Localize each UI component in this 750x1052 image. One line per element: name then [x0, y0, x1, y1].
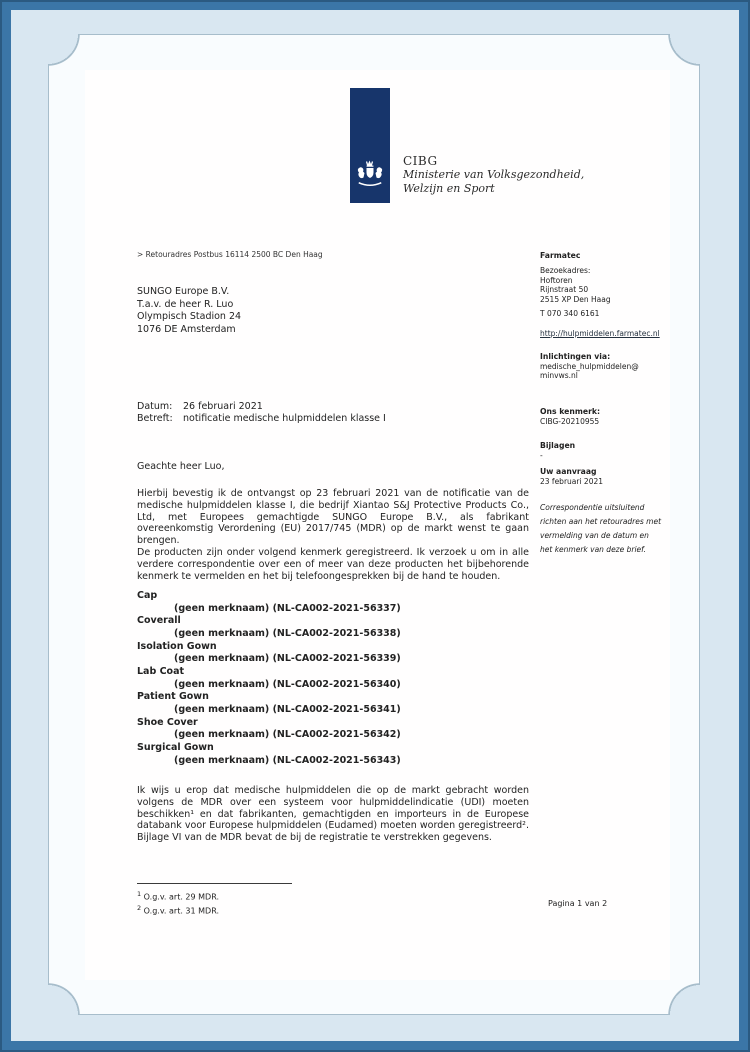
product-code: (geen merknaam) (NL-CA002-2021-56339): [174, 653, 401, 665]
visit-address-line: 2515 XP Den Haag: [540, 294, 611, 304]
logo-org-name: CIBG: [403, 154, 438, 168]
footnote-1: [137, 890, 219, 902]
request-label: Uw aanvraag: [540, 467, 597, 476]
footnote-2: [137, 904, 219, 916]
footnote-1-marker: 1: [137, 890, 142, 898]
subject-label: Betreft:: [137, 413, 173, 424]
logo-ministry-line1: Ministerie van Volksgezondheid,: [403, 168, 585, 181]
product-code: (geen merknaam) (NL-CA002-2021-56342): [174, 729, 401, 741]
phone-number: T 070 340 6161: [540, 309, 600, 318]
visit-address-block: [540, 266, 662, 304]
inquiries-label: Inlichtingen via:: [540, 352, 611, 361]
date-label: Datum:: [137, 401, 173, 412]
product-code: (geen merknaam) (NL-CA002-2021-56337): [174, 602, 401, 614]
product-code: (geen merknaam) (NL-CA002-2021-56338): [174, 627, 401, 639]
inquiries-block: [540, 352, 662, 381]
recipient-address-block: [137, 286, 241, 336]
product-name: Coverall: [137, 615, 181, 627]
product-registration-list: [137, 590, 401, 767]
attachments-label: Bijlagen: [540, 441, 576, 450]
product-code: (geen merknaam) (NL-CA002-2021-56343): [174, 754, 401, 766]
recipient-line: T.a.v. de heer R. Luo: [137, 298, 234, 310]
salutation: Geachte heer Luo,: [137, 461, 225, 472]
letter-page: [85, 70, 670, 980]
subject-value: notificatie medische hulpmiddelen klasse I: [183, 413, 386, 424]
recipient-line: 1076 DE Amsterdam: [137, 323, 236, 335]
attachments-value: -: [540, 450, 543, 460]
corner-notch-bottom-right: [666, 981, 700, 1015]
inquiries-line: minvws.nl: [540, 371, 578, 381]
date-row: [137, 401, 263, 412]
subject-row: [137, 413, 386, 424]
reference-value: CIBG-20210955: [540, 416, 600, 426]
body-paragraph-2: Ik wijs u erop dat medische hulpmiddelen die op de markt gebracht worden volgens de MDR over een systeem voor hulpmiddelindicatie (UDI) moeten beschikken¹ en dat fabrikanten, gemachtigden en importeurs in de Europese databank voor Europese hulpmiddelen (Eudamed) moeten worden geregistreerd². Bijlage VI van de MDR bevat de bij de registratie te verstrekken gegevens.: [137, 785, 529, 844]
paragraph-1b: De producten zijn onder volgend kenmerk geregistreerd. Ik verzoek u om in alle verdere correspondentie over een of meer van deze producten het bijbehorende kenmerk te vermelden en het bij telefoongesprekken bij de hand te houden.: [137, 546, 529, 582]
footnote-1-text: O.g.v. art. 29 MDR.: [141, 892, 220, 902]
return-address: > Retouradres Postbus 16114 2500 BC Den Haag: [137, 250, 323, 259]
reference-block: [540, 407, 662, 426]
reference-label: Ons kenmerk:: [540, 407, 601, 416]
corner-notch-bottom-left: [48, 981, 82, 1015]
sidebar-org-title: Farmatec: [540, 251, 581, 260]
product-code: (geen merknaam) (NL-CA002-2021-56341): [174, 703, 401, 715]
body-paragraph-1: [137, 488, 529, 582]
footnote-2-marker: 2: [137, 904, 142, 912]
footnote-divider: [137, 883, 292, 884]
visit-address-line: Rijnstraat 50: [540, 285, 589, 295]
product-name: Lab Coat: [137, 665, 185, 677]
product-name: Isolation Gown: [137, 640, 217, 652]
product-name: Surgical Gown: [137, 741, 214, 753]
product-name: Shoe Cover: [137, 716, 198, 728]
paragraph-1a: Hierbij bevestig ik de ontvangst op 23 februari 2021 van de notificatie van de medische hulpmiddelen klasse I, die bedrijf Xiantao S&J Protective Products Co., Ltd, met Europees gemachtigde SUNGO Europe B.V., als fabrikant overeenkomstig Verordening (EU) 2017/745 (MDR) op de markt wenst te gaan brengen.: [137, 488, 529, 547]
logo-ministry-name: [403, 168, 584, 195]
website-link[interactable]: http://hulpmiddelen.farmatec.nl: [540, 329, 660, 338]
request-block: [540, 467, 662, 486]
product-code: (geen merknaam) (NL-CA002-2021-56340): [174, 678, 401, 690]
page-indicator: Pagina 1 van 2: [548, 899, 608, 908]
website-link-row: [540, 329, 662, 339]
visit-address-line: Hoftoren: [540, 275, 573, 285]
recipient-line: SUNGO Europe B.V.: [137, 286, 230, 297]
corner-notch-top-right: [666, 34, 700, 68]
product-name: Cap: [137, 590, 158, 601]
dutch-coat-of-arms-icon: [355, 158, 385, 188]
logo-ministry-line2: Welzijn en Sport: [403, 181, 495, 195]
correspondence-note: Correspondentie uitsluitend richten aan het retouradres met vermelding van de datum en het kenmerk van deze brief.: [540, 503, 662, 554]
corner-notch-top-left: [48, 34, 82, 68]
recipient-line: Olympisch Stadion 24: [137, 311, 242, 323]
inquiries-line: medische_hulpmiddelen@: [540, 361, 639, 371]
product-name: Patient Gown: [137, 691, 209, 703]
footnote-2-text: O.g.v. art. 31 MDR.: [141, 906, 220, 916]
ministry-logo-bar: [350, 88, 390, 203]
visit-address-label: Bezoekadres:: [540, 266, 591, 275]
request-value: 23 februari 2021: [540, 476, 604, 486]
date-value: 26 februari 2021: [183, 401, 263, 412]
attachments-block: [540, 441, 662, 460]
